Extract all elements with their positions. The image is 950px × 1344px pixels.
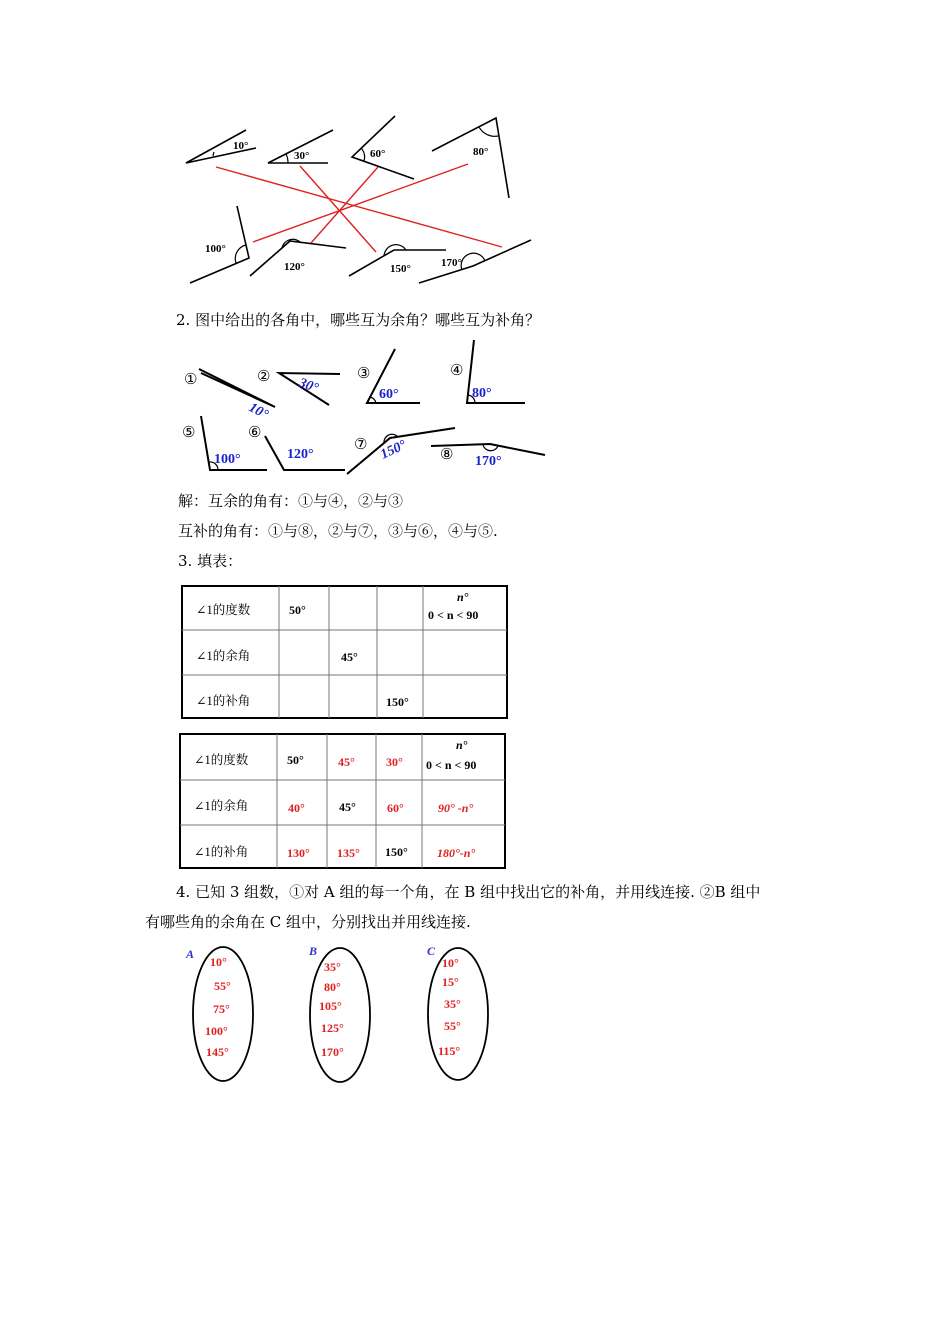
group-value: 75° bbox=[213, 1002, 230, 1016]
angle-170-figure bbox=[419, 240, 531, 283]
angle-100-figure bbox=[190, 206, 249, 283]
angle-label: 60° bbox=[370, 148, 386, 160]
group-value: 105° bbox=[319, 999, 342, 1013]
group-value: 35° bbox=[444, 997, 461, 1011]
row-header: ∠1的余角 bbox=[196, 649, 251, 663]
angle-3 bbox=[357, 349, 420, 403]
angle-label: 120° bbox=[287, 447, 314, 462]
angle-7 bbox=[347, 428, 455, 474]
group-value: 115° bbox=[438, 1044, 461, 1058]
table-cell-answer: 30° bbox=[386, 755, 403, 769]
group-value: 55° bbox=[444, 1019, 461, 1033]
table-cell-answer: 90° -n° bbox=[438, 801, 474, 815]
angle-60-figure bbox=[352, 116, 414, 179]
angle-10-figure bbox=[186, 130, 256, 163]
group-name: B bbox=[309, 944, 318, 958]
table-cell: 45° bbox=[341, 650, 358, 664]
angle-matching-figure bbox=[180, 110, 540, 295]
angle-6 bbox=[248, 425, 345, 470]
angle-8 bbox=[431, 444, 545, 469]
angle-label: 80° bbox=[473, 146, 489, 158]
row-header: ∠1的补角 bbox=[194, 845, 249, 859]
row-header: ∠1的度数 bbox=[194, 753, 249, 767]
q2-angle-figure bbox=[180, 330, 550, 480]
angle-label: 80° bbox=[472, 386, 492, 401]
angle-2 bbox=[257, 369, 340, 405]
table-cell: 150° bbox=[386, 695, 409, 709]
table-cell: 50° bbox=[287, 753, 304, 767]
angle-number: ⑧ bbox=[440, 447, 454, 463]
group-value: 55° bbox=[214, 979, 231, 993]
q2-question: 2. 图中给出的各角中，哪些互为余角？哪些互为补角？ bbox=[176, 311, 541, 329]
group-name: A bbox=[186, 947, 195, 961]
group-a bbox=[185, 947, 253, 1081]
row-header: ∠1的度数 bbox=[196, 603, 251, 617]
angle-label: 170° bbox=[441, 257, 462, 269]
group-value: 145° bbox=[206, 1045, 229, 1059]
angle-number: ③ bbox=[357, 366, 371, 382]
table-cell: 50° bbox=[289, 603, 306, 617]
n-range: 0 < n < 90 bbox=[426, 758, 477, 772]
angle-number: ② bbox=[257, 369, 271, 385]
matching-lines bbox=[216, 164, 502, 252]
row-header: ∠1的补角 bbox=[196, 694, 251, 708]
q2-answer-line-2: 互补的角有：①与⑧，②与⑦，③与⑥，④与⑤. bbox=[178, 522, 498, 540]
angle-number: ⑦ bbox=[354, 437, 368, 453]
angle-label: 100° bbox=[214, 452, 241, 467]
q3-title: 3. 填表： bbox=[178, 552, 243, 570]
angle-number: ① bbox=[184, 372, 198, 388]
group-value: 125° bbox=[321, 1021, 344, 1035]
angle-label: 170° bbox=[475, 454, 502, 469]
angle-label: 30° bbox=[294, 150, 310, 162]
table-cell-answer: 40° bbox=[288, 801, 305, 815]
group-value: 100° bbox=[205, 1024, 228, 1038]
table-cell-answer: 180°-n° bbox=[437, 846, 476, 860]
group-name: C bbox=[427, 944, 436, 958]
table-cell-answer: 135° bbox=[337, 846, 360, 860]
angle-label: 10° bbox=[233, 140, 249, 152]
angle-label: 10° bbox=[246, 400, 271, 423]
table-cell-answer: 45° bbox=[338, 755, 355, 769]
row-header: ∠1的余角 bbox=[194, 799, 249, 813]
angle-30-figure bbox=[268, 130, 333, 163]
q4-groups-figure bbox=[180, 940, 500, 1090]
table-cell-answer: 130° bbox=[287, 846, 310, 860]
q4-line-1: 4. 已知 3 组数，①对 A 组的每一个角，在 B 组中找出它的补角，并用线连接. ②B 组中 bbox=[176, 883, 761, 901]
angle-number: ⑥ bbox=[248, 425, 262, 441]
angle-number: ⑤ bbox=[182, 425, 196, 441]
group-value: 10° bbox=[442, 956, 459, 970]
filled-table bbox=[178, 732, 510, 871]
angle-80-figure bbox=[432, 118, 509, 198]
angle-label: 150° bbox=[390, 263, 411, 275]
group-c bbox=[427, 944, 488, 1080]
group-value: 10° bbox=[210, 955, 227, 969]
n-range: 0 < n < 90 bbox=[428, 608, 479, 622]
group-b bbox=[308, 944, 370, 1082]
angle-label: 60° bbox=[379, 387, 399, 402]
table-cell: 45° bbox=[339, 800, 356, 814]
group-value: 170° bbox=[321, 1045, 344, 1059]
angle-label: 100° bbox=[205, 243, 226, 255]
angle-label: 30° bbox=[296, 375, 321, 397]
angle-label: 120° bbox=[284, 261, 305, 273]
table-cell-answer: 60° bbox=[387, 801, 404, 815]
table-cell: 150° bbox=[385, 845, 408, 859]
angle-number: ④ bbox=[450, 363, 464, 379]
blank-table bbox=[180, 584, 510, 721]
group-value: 35° bbox=[324, 960, 341, 974]
group-value: 80° bbox=[324, 980, 341, 994]
angle-4 bbox=[450, 340, 525, 403]
angle-120-figure bbox=[250, 239, 346, 276]
n-degree: n° bbox=[457, 590, 469, 604]
angle-label: 150° bbox=[378, 437, 409, 463]
angle-150-figure bbox=[349, 245, 446, 276]
n-degree: n° bbox=[456, 738, 468, 752]
q4-line-2: 有哪些角的余角在 C 组中，分别找出并用线连接. bbox=[145, 913, 471, 931]
group-value: 15° bbox=[442, 975, 459, 989]
q2-answer-line-1: 解：互余的角有：①与④，②与③ bbox=[178, 492, 404, 510]
